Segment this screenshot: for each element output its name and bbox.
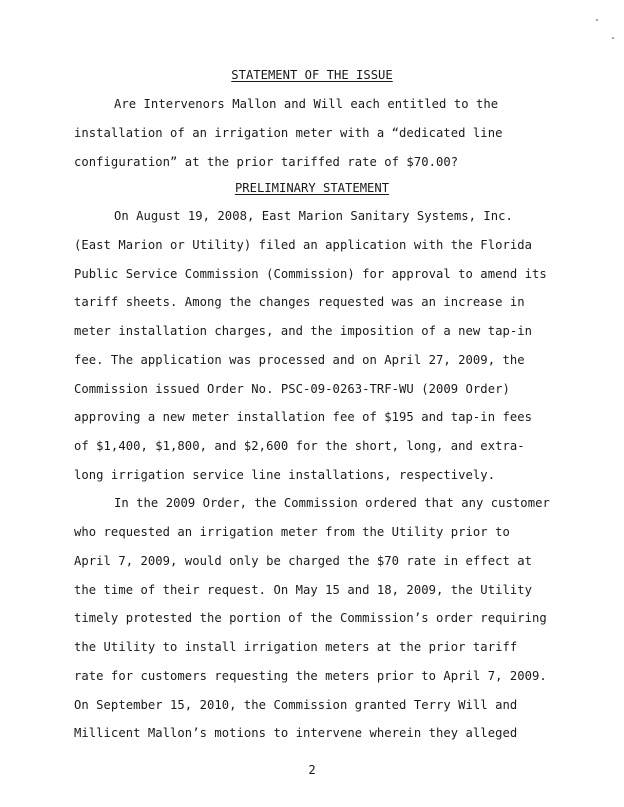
paragraph2-line-5: timely protested the portion of the Commission’s order requiring <box>74 611 547 625</box>
paragraph1-line-3: Public Service Commission (Commission) for approval to amend its <box>74 267 547 281</box>
paragraph2-line-9: Millicent Mallon’s motions to intervene wherein they alleged <box>74 726 518 740</box>
paragraph2-line-2: who requested an irrigation meter from the Utility prior to <box>74 525 510 539</box>
paragraph1-line-10: long irrigation service line installations, respectively. <box>74 468 496 482</box>
issue-line-1: Are Intervenors Mallon and Will each entitled to the <box>114 97 499 111</box>
paragraph2-line-8: On September 15, 2010, the Commission granted Terry Will and <box>74 698 518 712</box>
scan-speck <box>612 37 614 39</box>
paragraph1-line-4: tariff sheets. Among the changes requested was an increase in <box>74 295 525 309</box>
paragraph2-line-6: the Utility to install irrigation meters at the prior tariff <box>74 640 518 654</box>
paragraph1-line-9: of $1,400, $1,800, and $2,600 for the short, long, and extra- <box>74 439 525 453</box>
paragraph1-line-2: (East Marion or Utility) filed an application with the Florida <box>74 238 533 252</box>
paragraph1-line-1: On August 19, 2008, East Marion Sanitary Systems, Inc. <box>114 209 513 223</box>
issue-line-3: configuration” at the prior tariffed rate of $70.00? <box>74 155 459 169</box>
paragraph1-line-7: Commission issued Order No. PSC-09-0263-TRF-WU (2009 Order) <box>74 382 510 396</box>
paragraph1-line-6: fee. The application was processed and on April 27, 2009, the <box>74 353 525 367</box>
paragraph2-line-1: In the 2009 Order, the Commission ordered that any customer <box>114 496 550 510</box>
paragraph2-line-7: rate for customers requesting the meters prior to April 7, 2009. <box>74 669 547 683</box>
heading-preliminary-statement: PRELIMINARY STATEMENT <box>234 181 390 195</box>
paragraph1-line-5: meter installation charges, and the imposition of a new tap-in <box>74 324 533 338</box>
paragraph1-line-8: approving a new meter installation fee of $195 and tap-in fees <box>74 410 533 424</box>
page-number: 2 <box>308 763 316 777</box>
paragraph2-line-4: the time of their request. On May 15 and 18, 2009, the Utility <box>74 583 533 597</box>
issue-line-2: installation of an irrigation meter with a “dedicated line <box>74 126 503 140</box>
paragraph2-line-3: April 7, 2009, would only be charged the $70 rate in effect at <box>74 554 533 568</box>
scan-speck <box>596 19 598 21</box>
heading-statement-of-issue: STATEMENT OF THE ISSUE <box>231 68 393 82</box>
